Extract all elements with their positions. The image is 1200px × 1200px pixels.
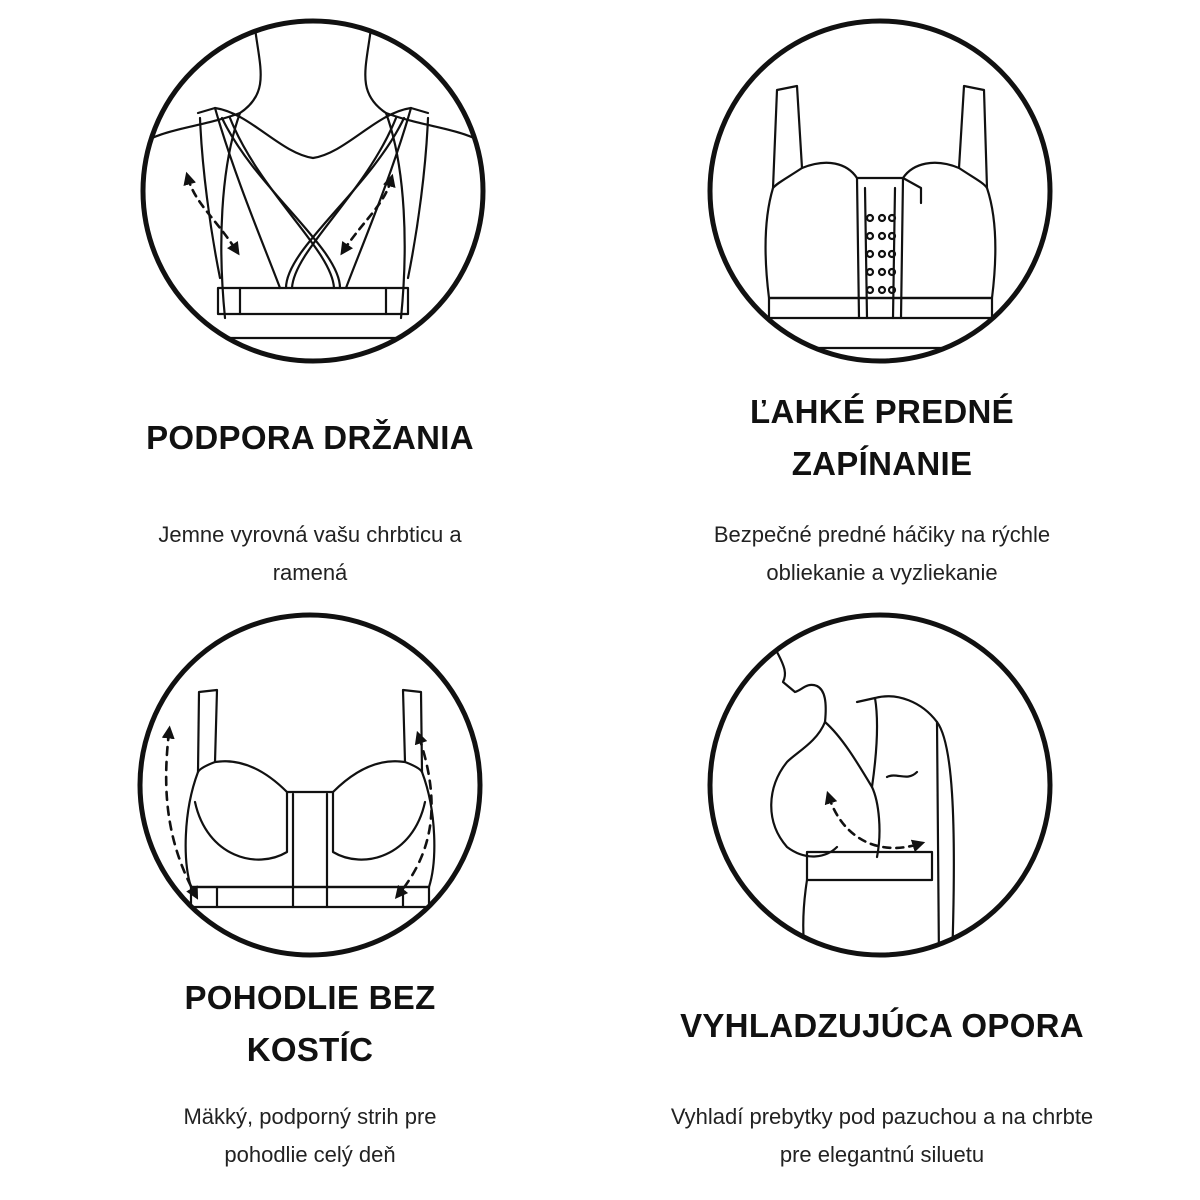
feature-description-line: Mäkký, podporný strih pre <box>183 1104 437 1129</box>
feature-title-line: ZAPÍNANIE <box>791 445 973 482</box>
feature-description-line: Jemne vyrovná vašu chrbticu a <box>158 522 462 547</box>
feature-title-line: KOSTÍC <box>246 1031 374 1068</box>
feature-posture-support <box>0 0 600 600</box>
feature-title-line: POHODLIE BEZ <box>184 979 436 1016</box>
feature-title <box>10 412 610 464</box>
feature-title-line: PODPORA DRŽANIA <box>146 419 474 456</box>
feature-description <box>10 516 610 592</box>
feature-description-line: Vyhladí prebytky pod pazuchou a na chrbte <box>670 1104 1094 1129</box>
front-closure-icon <box>707 18 1053 364</box>
feature-description <box>582 1098 1182 1174</box>
feature-title <box>582 1000 1182 1052</box>
feature-title <box>10 972 610 1076</box>
feature-front-closure <box>600 0 1200 600</box>
wire-free-bra-icon <box>137 612 483 958</box>
feature-description-line: obliekanie a vyzliekanie <box>766 560 998 585</box>
side-smoothing-icon <box>707 612 1053 958</box>
feature-description <box>10 1098 610 1174</box>
feature-description-line: pre elegantnú siluetu <box>779 1142 985 1167</box>
feature-wire-free-comfort <box>0 600 600 1200</box>
feature-smoothing-support <box>600 600 1200 1200</box>
posture-back-icon <box>140 18 486 364</box>
feature-description-line: ramená <box>272 560 348 585</box>
feature-title-line: VYHLADZUJÚCA OPORA <box>680 1007 1084 1044</box>
feature-title-line: ĽAHKÉ PREDNÉ <box>750 393 1014 430</box>
feature-description-line: pohodlie celý deň <box>224 1142 396 1167</box>
feature-title <box>582 386 1182 490</box>
feature-description <box>582 516 1182 592</box>
feature-description-line: Bezpečné predné háčiky na rýchle <box>713 522 1051 547</box>
